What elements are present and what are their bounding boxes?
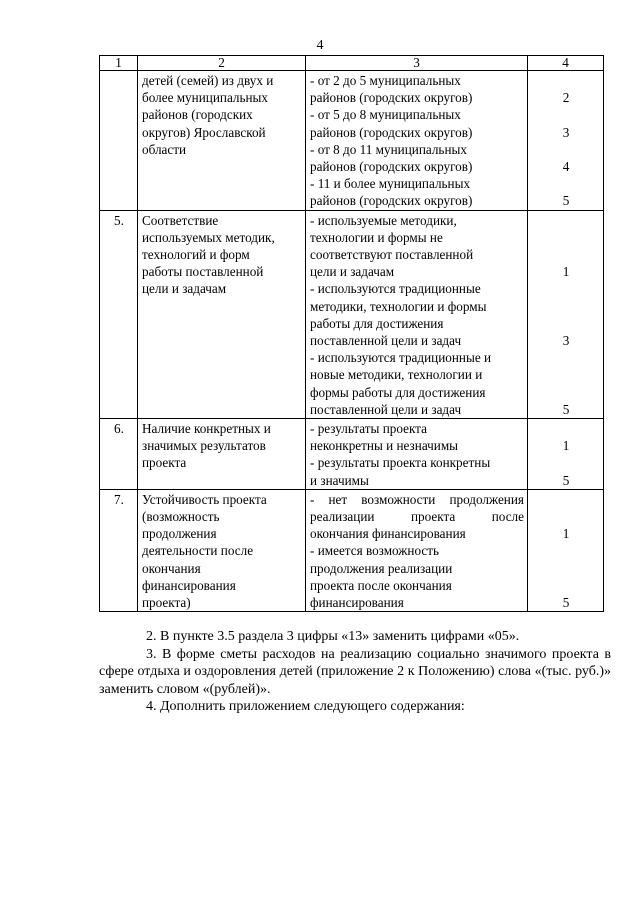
paragraph-4: 4. Дополнить приложением следующего содержания: xyxy=(146,699,465,714)
criterion-line: (возможность xyxy=(142,509,220,525)
options-cell xyxy=(306,210,528,418)
paragraph-3: 3. В форме сметы расходов на реализацию социально значимого проекта в сфере отдыха и оздоровления детей (приложение 2 к Положению) слова «(тыс. руб.)» заменить словом «(рублей)». xyxy=(99,646,611,697)
table-row xyxy=(100,71,604,211)
option-line: технологии и формы не xyxy=(310,229,443,245)
option-line: цели и задачам xyxy=(310,264,395,280)
criterion-line: технологий и форм xyxy=(142,247,250,263)
option-line: соответствуют поставленной xyxy=(310,247,474,263)
criterion-line: Устойчивость проекта xyxy=(142,491,267,507)
row-number: 7. xyxy=(100,489,138,611)
option-line: - нет возможности продолжения xyxy=(310,491,524,507)
option-line: и значимы xyxy=(310,472,369,488)
score-value xyxy=(532,141,600,158)
option-line: районов (городских округов) xyxy=(310,90,473,106)
options-cell xyxy=(306,71,528,211)
criterion-line: округов) Ярославской xyxy=(142,124,266,140)
score-value: 4 xyxy=(562,158,570,174)
criterion-line: окончания xyxy=(142,560,201,576)
score-value xyxy=(532,420,600,437)
option-line: продолжения реализации xyxy=(310,560,453,576)
score-value xyxy=(532,349,600,366)
options-cell xyxy=(306,489,528,611)
score-value: 2 xyxy=(562,90,570,106)
criterion-line: детей (семей) из двух и xyxy=(142,73,274,88)
score-cell xyxy=(528,419,604,490)
score-value: 1 xyxy=(562,438,570,454)
score-value xyxy=(532,577,600,594)
table-body xyxy=(100,71,604,612)
options-cell xyxy=(306,419,528,490)
criterion-cell xyxy=(138,71,306,211)
paragraph-2: 2. В пункте 3.5 раздела 3 цифры «13» заменить цифрами «05». xyxy=(146,629,520,644)
criterion-line: работы поставленной xyxy=(142,264,264,280)
score-value xyxy=(532,315,600,332)
body-text xyxy=(99,628,611,716)
option-line: - от 2 до 5 муниципальных xyxy=(310,73,461,88)
option-line: - от 5 до 8 муниципальных xyxy=(310,107,461,123)
score-cell xyxy=(528,210,604,418)
score-value xyxy=(532,106,600,123)
score-value xyxy=(532,298,600,315)
score-value xyxy=(532,229,600,246)
criterion-line: более муниципальных xyxy=(142,90,269,106)
score-value: 5 xyxy=(562,193,570,209)
option-line: - от 8 до 11 муниципальных xyxy=(310,141,467,157)
option-line: окончания финансирования xyxy=(310,526,466,542)
option-line: - результаты проекта конкретны xyxy=(310,455,491,471)
option-line: районов (городских округов) xyxy=(310,159,473,175)
option-line: методики, технологии и формы xyxy=(310,298,487,314)
criterion-line: области xyxy=(142,141,187,157)
criteria-table xyxy=(99,55,604,612)
option-line: формы работы для достижения xyxy=(310,384,486,400)
criterion-line: используемых методик, xyxy=(142,229,275,245)
option-line: - используются традиционные xyxy=(310,281,481,297)
row-number xyxy=(100,71,138,211)
score-value: 5 xyxy=(562,401,570,417)
option-line: - имеется возможность xyxy=(310,543,440,559)
score-value xyxy=(532,366,600,383)
criterion-line: Наличие конкретных и xyxy=(142,421,271,437)
option-line: реализации проекта после xyxy=(310,509,524,525)
score-value: 3 xyxy=(562,332,570,348)
option-line: - результаты проекта xyxy=(310,421,427,437)
criterion-cell xyxy=(138,419,306,490)
criterion-cell xyxy=(138,489,306,611)
score-value xyxy=(532,246,600,263)
score-value: 5 xyxy=(562,472,570,488)
criterion-line: финансирования xyxy=(142,577,236,593)
page-number: 4 xyxy=(316,38,324,53)
option-line: работы для достижения xyxy=(310,315,444,331)
option-line: - 11 и более муниципальных xyxy=(310,176,471,192)
score-value xyxy=(532,454,600,471)
score-value xyxy=(532,491,600,508)
score-value xyxy=(532,560,600,577)
table-row xyxy=(100,419,604,490)
score-value: 5 xyxy=(562,595,570,610)
option-line: - используются традиционные и xyxy=(310,350,492,366)
score-value xyxy=(532,542,600,559)
score-value: 1 xyxy=(562,526,570,542)
option-line: финансирования xyxy=(310,595,404,611)
criterion-line: цели и задачам xyxy=(142,281,227,297)
option-line: районов (городских округов) xyxy=(310,124,473,140)
table-row xyxy=(100,489,604,611)
score-value xyxy=(532,280,600,297)
score-cell xyxy=(528,489,604,611)
option-line: поставленной цели и задач xyxy=(310,401,462,417)
criterion-line: проекта) xyxy=(142,595,191,611)
criterion-line: продолжения xyxy=(142,526,217,542)
option-line: районов (городских округов) xyxy=(310,193,473,209)
criterion-line: проекта xyxy=(142,455,187,471)
criterion-line: районов (городских xyxy=(142,107,253,123)
header-col-4: 4 xyxy=(528,56,604,71)
option-line: поставленной цели и задач xyxy=(310,333,462,349)
score-value xyxy=(532,72,600,89)
option-line: - используемые методики, xyxy=(310,212,457,228)
header-col-1: 1 xyxy=(100,56,138,71)
score-value xyxy=(532,175,600,192)
score-value: 3 xyxy=(562,124,570,140)
row-number: 6. xyxy=(100,419,138,490)
header-col-3: 3 xyxy=(306,56,528,71)
option-line: проекта после окончания xyxy=(310,577,452,593)
criterion-line: значимых результатов xyxy=(142,438,266,454)
score-value xyxy=(532,508,600,525)
criterion-cell xyxy=(138,210,306,418)
row-number: 5. xyxy=(100,210,138,418)
score-value xyxy=(532,212,600,229)
score-cell xyxy=(528,71,604,211)
criterion-line: Соответствие xyxy=(142,212,219,228)
header-col-2: 2 xyxy=(138,56,306,71)
option-line: неконкретны и незначимы xyxy=(310,438,459,454)
criterion-line: деятельности после xyxy=(142,543,254,559)
score-value xyxy=(532,384,600,401)
score-value: 1 xyxy=(562,264,570,280)
table-header-row xyxy=(100,56,604,71)
option-line: новые методики, технологии и xyxy=(310,367,483,383)
table-row xyxy=(100,210,604,418)
